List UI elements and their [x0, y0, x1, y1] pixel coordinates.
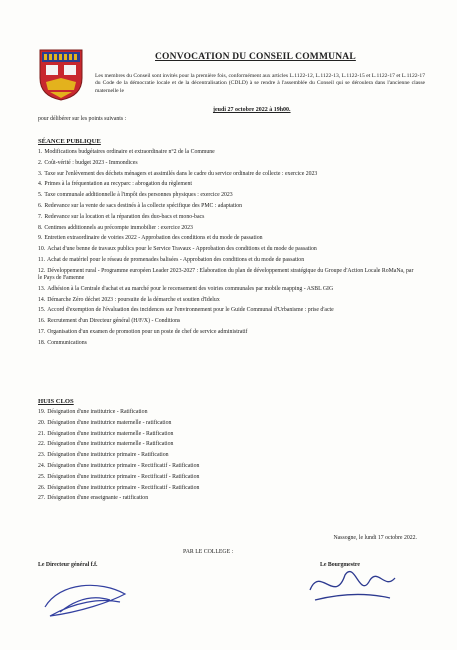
agenda-item-text: Désignation d'une institutrice maternelle - Ratification — [47, 441, 174, 448]
agenda-item-number: 27. — [38, 495, 46, 502]
agenda-item-number: 21. — [38, 430, 46, 437]
agenda-item — [38, 297, 418, 304]
agenda-item — [38, 171, 418, 178]
agenda-item — [38, 214, 418, 221]
agenda-item-number: 22. — [38, 441, 46, 448]
agenda-item-text: Centimes additionnels au précompte immobilier : exercice 2023 — [44, 224, 193, 231]
agenda-item — [38, 329, 418, 336]
agenda-item-text: Redevance sur la location et la réparation des duo-bacs et mono-bacs — [44, 213, 205, 220]
agenda-item-text: Désignation d'une institutrice - Ratification — [47, 409, 148, 415]
municipal-coat-of-arms-icon — [38, 48, 84, 102]
agenda-item — [38, 246, 418, 253]
agenda-item-text: Communications — [47, 339, 87, 346]
deliberate-line: pour délibérer sur les points suivants : — [38, 116, 127, 122]
agenda-item — [38, 160, 418, 167]
agenda-item-number: 9. — [38, 235, 43, 242]
closed-session-list — [38, 409, 418, 506]
agenda-item-number: 14. — [38, 296, 46, 303]
agenda-item-text: Coût-vérité : budget 2023 - Immondices — [44, 159, 138, 166]
agenda-item-number: 15. — [38, 307, 46, 314]
agenda-item — [38, 409, 418, 416]
agenda-item — [38, 420, 418, 427]
left-signatory: Le Directeur général f.f. — [38, 562, 98, 568]
agenda-item — [38, 463, 418, 470]
agenda-item-text: Achat d'une benne de travaux publics pour le Service Travaux - Approbation des conditions et du mode de passation — [47, 246, 317, 253]
agenda-item-text: Désignation d'une institutrice primaire - Ratification — [47, 452, 169, 459]
agenda-item-number: 11. — [38, 256, 46, 263]
agenda-item-number: 24. — [38, 462, 46, 469]
agenda-item-text: Désignation d'une institutrice primaire - Rectificatif - Ratification — [47, 473, 200, 480]
agenda-item-text: Développement rural - Programme européen Leader 2023-2027 : Elaboration du plan de développement stratégique du Groupe d'Action Locale RoMaNa, par le Pays de Famenne — [38, 267, 414, 281]
agenda-item-number: 18. — [38, 339, 46, 346]
agenda-item-text: Recrutement d'un Directeur général (H/F/X) - Conditions — [47, 318, 181, 325]
agenda-item-number: 10. — [38, 246, 46, 253]
agenda-item — [38, 286, 418, 293]
agenda-item-number: 2. — [38, 159, 43, 166]
right-signatory: Le Bourgmestre — [320, 562, 360, 568]
agenda-item-text: Désignation d'une institutrice maternelle - ratification — [47, 419, 172, 426]
agenda-item-number: 4. — [38, 181, 43, 188]
public-session-title: SÉANCE PUBLIQUE — [38, 138, 101, 145]
public-session-list — [38, 149, 418, 351]
agenda-item-number: 8. — [38, 224, 43, 231]
agenda-item — [38, 474, 418, 481]
agenda-item-number: 1. — [38, 149, 43, 155]
agenda-item-number: 26. — [38, 484, 46, 491]
agenda-item — [38, 485, 418, 492]
agenda-item-number: 6. — [38, 202, 43, 209]
document-title: CONVOCATION DU CONSEIL COMMUNAL — [155, 52, 356, 62]
agenda-item — [38, 495, 418, 502]
agenda-item — [38, 181, 418, 188]
agenda-item-text: Entretien extraordinaire de voiries 2022 - Approbation des conditions et du mode de passation — [44, 235, 263, 242]
agenda-item-text: Modifications budgétaires ordinaire et extraordinaire n°2 de la Commune — [44, 149, 215, 155]
agenda-item-text: Achat de matériel pour le réseau de promenades balisées - Approbation des conditions et du mode de passation — [47, 256, 305, 263]
agenda-item-number: 3. — [38, 170, 43, 177]
agenda-item — [38, 452, 418, 459]
place-and-date: Nassogne, le lundi 17 octobre 2022. — [333, 535, 417, 541]
agenda-item-number: 5. — [38, 192, 43, 199]
agenda-item — [38, 307, 418, 314]
agenda-item — [38, 203, 418, 210]
agenda-item-number: 19. — [38, 409, 46, 415]
agenda-item-text: Démarche Zéro déchet 2023 : poursuite de la démarche et soutien d'Idelux — [47, 296, 220, 303]
agenda-item-text: Désignation d'une institutrice primaire - Rectificatif - Ratification — [47, 462, 200, 469]
agenda-item-number: 7. — [38, 213, 43, 220]
agenda-item-text: Accord d'exemption de l'évaluation des incidences sur l'environnement pour le Guide Communal d'Urbanisme : prise d'acte — [47, 307, 334, 314]
agenda-item — [38, 431, 418, 438]
agenda-item-text: Organisation d'un examen de promotion pour un poste de chef de service administratif — [47, 328, 248, 335]
agenda-item — [38, 441, 418, 448]
agenda-item-text: Désignation d'une enseignante - ratification — [47, 495, 149, 502]
agenda-item — [38, 340, 418, 347]
agenda-item-number: 12. — [38, 267, 46, 274]
agenda-item-text: Désignation d'une institutrice maternelle - Ratification — [47, 430, 174, 437]
agenda-item-number: 20. — [38, 419, 46, 426]
agenda-item — [38, 235, 418, 242]
agenda-item-text: Taxe sur l'enlèvement des déchets ménagers et assimilés dans le cadre du service ordinaire de collecte : exercice 2023 — [44, 170, 318, 177]
agenda-item-text: Taxe communale additionnelle à l'impôt des personnes physiques : exercice 2023 — [44, 192, 233, 199]
agenda-item — [38, 192, 418, 199]
agenda-item-number: 16. — [38, 318, 46, 325]
college-label: PAR LE COLLEGE : — [183, 549, 234, 555]
agenda-item — [38, 268, 418, 282]
agenda-item-number: 23. — [38, 452, 46, 459]
agenda-item — [38, 225, 418, 232]
agenda-item-number: 25. — [38, 473, 46, 480]
agenda-item-number: 13. — [38, 285, 46, 292]
agenda-item-number: 17. — [38, 328, 46, 335]
agenda-item-text: Redevance sur la vente de sacs destinés à la collecte spécifique des PMC : adaptation — [44, 202, 243, 209]
intro-paragraph: Les membres du Conseil sont invités pour la première fois, conformément aux articles L.1122-12, L.1122-13, L.1122-15 et L.1122-17 et L.1122-17 du Code de la démocratie locale et de la décentralisation (CDLD) à se rendre à l'assemblée du Conseil qui se déroulera dans l'ancienne classe maternelle le — [95, 73, 426, 94]
agenda-item-text: Adhésion à la Centrale d'achat et au marché pour le recensement des voiries communales par mobile mapping - ASBL GIG — [47, 285, 334, 292]
agenda-item — [38, 257, 418, 264]
meeting-date: jeudi 27 octobre 2022 à 19h00. — [213, 107, 291, 113]
agenda-item-text: Désignation d'une institutrice primaire - Rectificatif - Ratification — [47, 484, 200, 491]
agenda-item — [38, 318, 418, 325]
closed-session-title: HUIS CLOS — [38, 398, 74, 405]
agenda-item-text: Primes à la fréquentation au recyparc : abrogation du règlement — [44, 181, 192, 188]
mayor-signature-icon — [300, 560, 400, 610]
agenda-item — [38, 149, 418, 156]
director-signature-icon — [40, 572, 130, 622]
